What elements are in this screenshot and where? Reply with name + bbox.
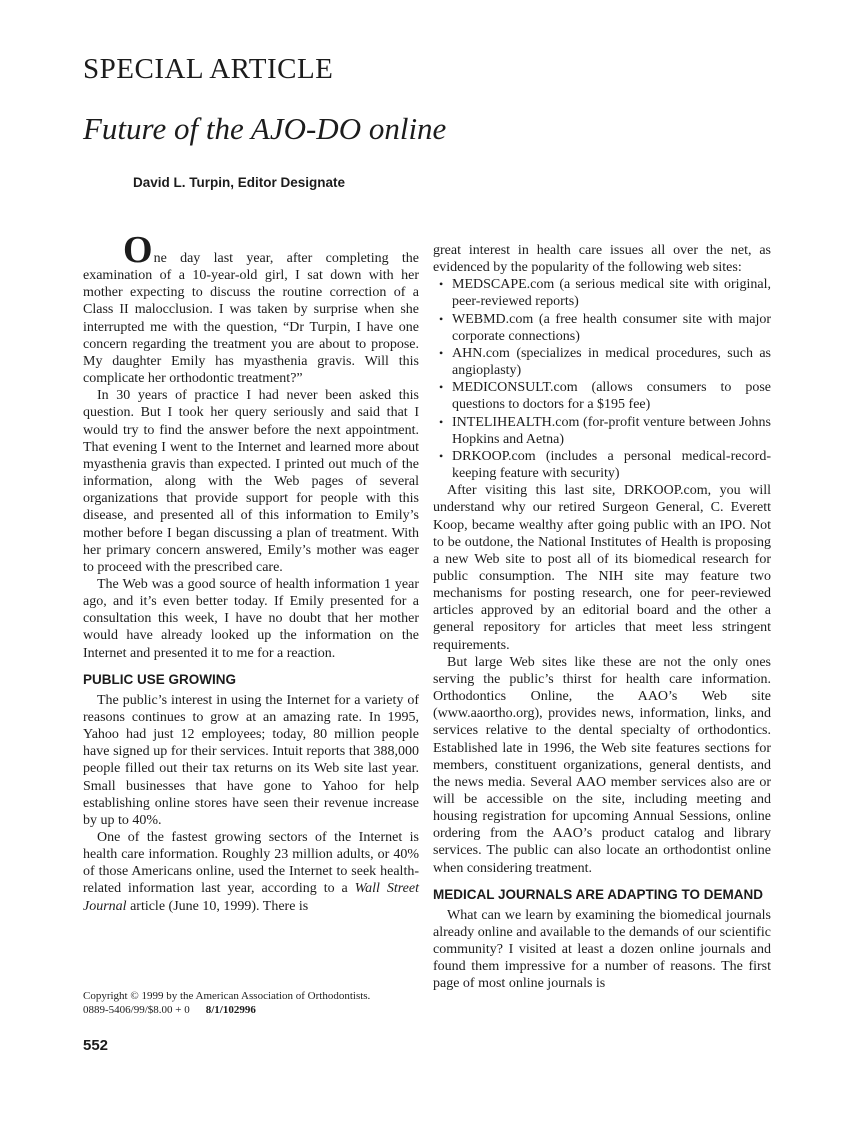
paragraph: What can we learn by examining the biomedical journals already online and available to the demands of our scientific community? I visited at least a dozen online journals and found them impressive for a number of reasons. The first page of most online journals is (433, 907, 771, 992)
section-heading-medical-journals: MEDICAL JOURNALS ARE ADAPTING TO DEMAND (433, 886, 764, 902)
paragraph: In 30 years of practice I had never been asked this question. But I took her query seriously and said that I would try to find the answer before the next appointment. That evening I went to the Internet and learned more about myasthenia gravis than expected. I printed out much of the information, along with the Web pages of several organizations that provide support for people with this disease, and presented all of this information to Emily’s mother before I began discussing a plan of treatment. With her primary concern answered, Emily’s mother was eager to proceed with the prescribed care. (83, 388, 419, 575)
paragraph: The Web was a good source of health information 1 year ago, and it’s even better today. If Emily presented for a consultation this week, I have no doubt that her mother would have already looked up the information on the Internet and presented it to me for a reaction. (83, 576, 419, 661)
issn-code: 0889-5406/99/$8.00 + 0 (83, 1004, 190, 1016)
page-number: 552 (83, 1037, 109, 1054)
copyright-line: Copyright © 1999 by the American Association of Orthodontists. (83, 990, 371, 1002)
bullet-item: • WEBMD.com (a free health consumer site with major corporate connections) (433, 311, 771, 345)
byline: David L. Turpin, Editor Designate (133, 175, 346, 190)
right-column (433, 242, 771, 993)
document-code: 8/1/102996 (205, 1004, 256, 1016)
bullet-item: • MEDICONSULT.com (allows consumers to pose questions to doctors for a $195 fee) (433, 379, 771, 413)
paragraph: But large Web sites like these are not the only ones serving the public’s thirst for health care information. Orthodontics Online, the AAO’s Web site (www.aaortho.org), provides news, information, links, and services relative to the dental specialty of orthodontics. Established late in 1996, the Web site features sections for members, constituent organizations, general dentists, and the news media. Several AAO member services also are or will be accessible on the site, including meeting and housing registration for upcoming Annual Sessions, online ordering from the AAO’s product catalog and library services. The public can also locate an orthodontist online when considering treatment. (433, 654, 771, 876)
bullet-item: • INTELIHEALTH.com (for-profit venture between Johns Hopkins and Aetna) (433, 414, 771, 448)
paragraph: After visiting this last site, DRKOOP.com, you will understand why our retired Surgeon General, C. Everett Koop, became wealthy after going public with an IPO. Not to be outdone, the National Institutes of Health is proposing a new Web site to post all of its biomedical research for public consumption. The NIH site may feature two mechanisms for posting research, one for peer-reviewed articles approved by an editorial board and the other a general repository for articles that meet less stringent requirements. (433, 483, 771, 653)
website-list (433, 276, 771, 482)
article-header (83, 55, 773, 190)
section-label: SPECIAL ARTICLE (83, 53, 334, 85)
bullet-item: • AHN.com (specializes in medical procedures, such as angioplasty) (433, 345, 771, 379)
section-heading-public-use-growing: PUBLIC USE GROWING (83, 671, 237, 687)
issn-line (83, 1003, 423, 1017)
bullet-item: • MEDSCAPE.com (a serious medical site with original, peer-reviewed reports) (433, 276, 771, 310)
paragraph-text: article (June 10, 1999). There is (126, 898, 309, 914)
paragraph: great interest in health care issues all over the net, as evidenced by the popularity of the following web sites: (433, 243, 771, 276)
bullet-item: • DRKOOP.com (includes a personal medical-record-keeping feature with security) (433, 448, 771, 482)
article-body (83, 229, 771, 993)
drop-cap: O (123, 229, 154, 271)
article-title: Future of the AJO-DO online (83, 111, 447, 146)
paragraph-text: ne day last year, after completing the examination of a 10-year-old girl, I sat down with her mother expecting to discuss the routine correction of a Class II malocclusion. I was taken by surprise when she interrupted me with the question, “Dr Turpin, I have one concern regarding the treatment you are about to propose. My daughter Emily has myasthenia gravis. Will this complicate her orthodontic treatment?” (83, 251, 419, 387)
paragraph: The public’s interest in using the Internet for a variety of reasons continues to grow at an amazing rate. In 1995, Yahoo had just 12 employees; today, 80 million people have signed up for their services. Intuit reports that 388,000 people filled out their tax returns on its Web site last year. Small businesses that have gone to Yahoo for help establishing online stores have seen their revenue increase by up to 40%. (83, 692, 419, 828)
left-column (83, 229, 419, 993)
paragraph (83, 829, 419, 915)
copyright-footnote (83, 989, 423, 1017)
opening-paragraph (83, 229, 419, 387)
journal-name-italic: Wall Street Journal (83, 881, 419, 914)
paragraph-text: One of the fastest growing sectors of the Internet is health care information. Roughly 23 million adults, or 40% of those Americans online, used the Internet to seek health-related information last year, according to a (83, 830, 419, 897)
